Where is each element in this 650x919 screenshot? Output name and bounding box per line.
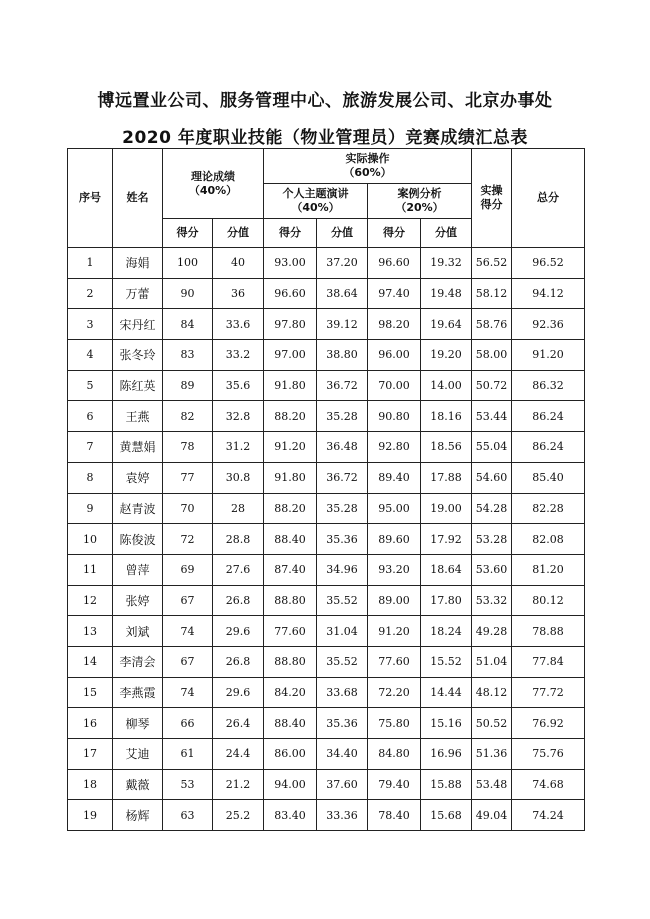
total-cell: 86.32 bbox=[512, 370, 585, 401]
theory-score-cell: 82 bbox=[163, 401, 213, 432]
seq-cell: 19 bbox=[68, 800, 113, 831]
name-cell: 曾萍 bbox=[113, 554, 163, 585]
theory-score-cell: 74 bbox=[163, 616, 213, 647]
speech-value-cell: 35.28 bbox=[317, 401, 368, 432]
header-case-value: 分值 bbox=[421, 219, 472, 248]
case-value-cell: 14.00 bbox=[421, 370, 472, 401]
name-cell: 戴薇 bbox=[113, 769, 163, 800]
speech-score-cell: 93.00 bbox=[264, 248, 317, 279]
case-score-cell: 96.00 bbox=[368, 340, 421, 371]
name-cell: 陈红英 bbox=[113, 370, 163, 401]
seq-cell: 7 bbox=[68, 432, 113, 463]
speech-value-cell: 35.36 bbox=[317, 708, 368, 739]
table-row bbox=[68, 278, 585, 309]
score-table bbox=[67, 148, 585, 831]
theory-value-cell: 26.8 bbox=[213, 646, 264, 677]
seq-cell: 2 bbox=[68, 278, 113, 309]
table-row bbox=[68, 340, 585, 371]
total-cell: 74.68 bbox=[512, 769, 585, 800]
seq-cell: 9 bbox=[68, 493, 113, 524]
header-case-pct: （20%） bbox=[395, 201, 444, 214]
theory-value-cell: 29.6 bbox=[213, 677, 264, 708]
speech-value-cell: 35.28 bbox=[317, 493, 368, 524]
total-cell: 74.24 bbox=[512, 800, 585, 831]
theory-score-cell: 61 bbox=[163, 739, 213, 770]
table-row bbox=[68, 739, 585, 770]
speech-value-cell: 37.20 bbox=[317, 248, 368, 279]
case-score-cell: 91.20 bbox=[368, 616, 421, 647]
theory-value-cell: 36 bbox=[213, 278, 264, 309]
total-cell: 77.72 bbox=[512, 677, 585, 708]
header-theory-label: 理论成绩 bbox=[191, 169, 235, 183]
theory-value-cell: 31.2 bbox=[213, 432, 264, 463]
practice-score-cell: 48.12 bbox=[472, 677, 512, 708]
theory-score-cell: 70 bbox=[163, 493, 213, 524]
speech-value-cell: 38.80 bbox=[317, 340, 368, 371]
speech-score-cell: 88.20 bbox=[264, 493, 317, 524]
table-row bbox=[68, 708, 585, 739]
case-value-cell: 15.68 bbox=[421, 800, 472, 831]
case-score-cell: 77.60 bbox=[368, 646, 421, 677]
table-row bbox=[68, 248, 585, 279]
case-score-cell: 92.80 bbox=[368, 432, 421, 463]
table-row bbox=[68, 370, 585, 401]
practice-score-cell: 58.00 bbox=[472, 340, 512, 371]
case-value-cell: 19.48 bbox=[421, 278, 472, 309]
speech-score-cell: 87.40 bbox=[264, 554, 317, 585]
practice-score-cell: 53.60 bbox=[472, 554, 512, 585]
speech-score-cell: 88.40 bbox=[264, 708, 317, 739]
document-title-line-1: 博远置业公司、服务管理中心、旅游发展公司、北京办事处 bbox=[97, 91, 553, 111]
header-theory-score: 得分 bbox=[163, 219, 213, 248]
name-cell: 海娟 bbox=[113, 248, 163, 279]
table-row bbox=[68, 432, 585, 463]
theory-score-cell: 69 bbox=[163, 554, 213, 585]
name-cell: 柳琴 bbox=[113, 708, 163, 739]
header-case-label: 案例分析 bbox=[397, 187, 442, 200]
speech-value-cell: 35.36 bbox=[317, 524, 368, 555]
table-row bbox=[68, 800, 585, 831]
speech-score-cell: 97.80 bbox=[264, 309, 317, 340]
theory-score-cell: 53 bbox=[163, 769, 213, 800]
case-score-cell: 98.20 bbox=[368, 309, 421, 340]
total-cell: 86.24 bbox=[512, 432, 585, 463]
speech-value-cell: 36.72 bbox=[317, 462, 368, 493]
header-seq: 序号 bbox=[68, 149, 113, 248]
practice-score-cell: 50.72 bbox=[472, 370, 512, 401]
speech-value-cell: 35.52 bbox=[317, 585, 368, 616]
theory-score-cell: 74 bbox=[163, 677, 213, 708]
name-cell: 王燕 bbox=[113, 401, 163, 432]
case-score-cell: 70.00 bbox=[368, 370, 421, 401]
practice-score-cell: 54.60 bbox=[472, 462, 512, 493]
speech-score-cell: 88.20 bbox=[264, 401, 317, 432]
header-theory bbox=[163, 149, 264, 219]
table-row bbox=[68, 585, 585, 616]
seq-cell: 12 bbox=[68, 585, 113, 616]
practice-score-cell: 54.28 bbox=[472, 493, 512, 524]
theory-value-cell: 33.2 bbox=[213, 340, 264, 371]
total-cell: 85.40 bbox=[512, 462, 585, 493]
seq-cell: 5 bbox=[68, 370, 113, 401]
case-score-cell: 89.00 bbox=[368, 585, 421, 616]
name-cell: 黄慧娟 bbox=[113, 432, 163, 463]
case-value-cell: 17.80 bbox=[421, 585, 472, 616]
speech-score-cell: 88.40 bbox=[264, 524, 317, 555]
total-cell: 75.76 bbox=[512, 739, 585, 770]
case-score-cell: 78.40 bbox=[368, 800, 421, 831]
total-cell: 91.20 bbox=[512, 340, 585, 371]
header-theory-value: 分值 bbox=[213, 219, 264, 248]
seq-cell: 3 bbox=[68, 309, 113, 340]
table-row bbox=[68, 769, 585, 800]
table-row bbox=[68, 616, 585, 647]
practice-score-cell: 53.48 bbox=[472, 769, 512, 800]
speech-score-cell: 88.80 bbox=[264, 646, 317, 677]
theory-score-cell: 90 bbox=[163, 278, 213, 309]
total-cell: 80.12 bbox=[512, 585, 585, 616]
practice-score-cell: 53.44 bbox=[472, 401, 512, 432]
case-value-cell: 14.44 bbox=[421, 677, 472, 708]
practice-score-cell: 51.04 bbox=[472, 646, 512, 677]
table-row bbox=[68, 401, 585, 432]
seq-cell: 17 bbox=[68, 739, 113, 770]
case-value-cell: 19.64 bbox=[421, 309, 472, 340]
speech-score-cell: 97.00 bbox=[264, 340, 317, 371]
case-value-cell: 19.00 bbox=[421, 493, 472, 524]
theory-value-cell: 24.4 bbox=[213, 739, 264, 770]
speech-score-cell: 77.60 bbox=[264, 616, 317, 647]
header-case-score: 得分 bbox=[368, 219, 421, 248]
theory-score-cell: 63 bbox=[163, 800, 213, 831]
theory-score-cell: 100 bbox=[163, 248, 213, 279]
header-speech-pct: （40%） bbox=[291, 201, 340, 214]
theory-score-cell: 83 bbox=[163, 340, 213, 371]
total-cell: 92.36 bbox=[512, 309, 585, 340]
speech-value-cell: 39.12 bbox=[317, 309, 368, 340]
total-cell: 94.12 bbox=[512, 278, 585, 309]
header-practice-score bbox=[472, 149, 512, 248]
speech-value-cell: 34.40 bbox=[317, 739, 368, 770]
practice-score-cell: 50.52 bbox=[472, 708, 512, 739]
name-cell: 张婷 bbox=[113, 585, 163, 616]
practice-score-cell: 58.76 bbox=[472, 309, 512, 340]
seq-cell: 11 bbox=[68, 554, 113, 585]
table-row bbox=[68, 493, 585, 524]
name-cell: 袁婷 bbox=[113, 462, 163, 493]
header-case bbox=[368, 184, 472, 219]
speech-value-cell: 33.68 bbox=[317, 677, 368, 708]
total-cell: 96.52 bbox=[512, 248, 585, 279]
theory-value-cell: 40 bbox=[213, 248, 264, 279]
seq-cell: 6 bbox=[68, 401, 113, 432]
table-row bbox=[68, 309, 585, 340]
theory-score-cell: 89 bbox=[163, 370, 213, 401]
seq-cell: 8 bbox=[68, 462, 113, 493]
total-cell: 82.08 bbox=[512, 524, 585, 555]
case-value-cell: 19.32 bbox=[421, 248, 472, 279]
case-value-cell: 15.52 bbox=[421, 646, 472, 677]
name-cell: 杨辉 bbox=[113, 800, 163, 831]
case-score-cell: 89.40 bbox=[368, 462, 421, 493]
theory-value-cell: 35.6 bbox=[213, 370, 264, 401]
speech-score-cell: 91.80 bbox=[264, 370, 317, 401]
theory-score-cell: 67 bbox=[163, 585, 213, 616]
speech-value-cell: 38.64 bbox=[317, 278, 368, 309]
header-practice-pct: （60%） bbox=[343, 166, 392, 179]
theory-value-cell: 25.2 bbox=[213, 800, 264, 831]
theory-value-cell: 32.8 bbox=[213, 401, 264, 432]
theory-value-cell: 21.2 bbox=[213, 769, 264, 800]
table-row bbox=[68, 524, 585, 555]
case-score-cell: 75.80 bbox=[368, 708, 421, 739]
header-name: 姓名 bbox=[113, 149, 163, 248]
theory-score-cell: 77 bbox=[163, 462, 213, 493]
case-value-cell: 18.16 bbox=[421, 401, 472, 432]
practice-score-cell: 49.28 bbox=[472, 616, 512, 647]
speech-value-cell: 36.48 bbox=[317, 432, 368, 463]
case-score-cell: 95.00 bbox=[368, 493, 421, 524]
table-row bbox=[68, 462, 585, 493]
practice-score-cell: 49.04 bbox=[472, 800, 512, 831]
case-score-cell: 72.20 bbox=[368, 677, 421, 708]
case-value-cell: 17.88 bbox=[421, 462, 472, 493]
case-value-cell: 15.88 bbox=[421, 769, 472, 800]
practice-score-cell: 58.12 bbox=[472, 278, 512, 309]
name-cell: 宋丹红 bbox=[113, 309, 163, 340]
total-cell: 82.28 bbox=[512, 493, 585, 524]
header-practice-score-line2: 得分 bbox=[480, 198, 503, 211]
header-practice-label: 实际操作 bbox=[345, 152, 390, 165]
speech-score-cell: 83.40 bbox=[264, 800, 317, 831]
theory-score-cell: 78 bbox=[163, 432, 213, 463]
theory-value-cell: 28 bbox=[213, 493, 264, 524]
seq-cell: 1 bbox=[68, 248, 113, 279]
speech-value-cell: 35.52 bbox=[317, 646, 368, 677]
total-cell: 81.20 bbox=[512, 554, 585, 585]
practice-score-cell: 51.36 bbox=[472, 739, 512, 770]
table-row bbox=[68, 646, 585, 677]
speech-value-cell: 31.04 bbox=[317, 616, 368, 647]
speech-score-cell: 94.00 bbox=[264, 769, 317, 800]
practice-score-cell: 55.04 bbox=[472, 432, 512, 463]
practice-score-cell: 53.32 bbox=[472, 585, 512, 616]
case-score-cell: 89.60 bbox=[368, 524, 421, 555]
speech-score-cell: 84.20 bbox=[264, 677, 317, 708]
seq-cell: 13 bbox=[68, 616, 113, 647]
theory-value-cell: 28.8 bbox=[213, 524, 264, 555]
header-practice-score-line1: 实操 bbox=[480, 184, 503, 197]
theory-score-cell: 72 bbox=[163, 524, 213, 555]
speech-score-cell: 91.20 bbox=[264, 432, 317, 463]
case-score-cell: 79.40 bbox=[368, 769, 421, 800]
case-value-cell: 18.56 bbox=[421, 432, 472, 463]
theory-value-cell: 27.6 bbox=[213, 554, 264, 585]
speech-score-cell: 91.80 bbox=[264, 462, 317, 493]
table-row bbox=[68, 677, 585, 708]
theory-score-cell: 67 bbox=[163, 646, 213, 677]
name-cell: 李燕霞 bbox=[113, 677, 163, 708]
total-cell: 86.24 bbox=[512, 401, 585, 432]
document-title-line-2: 2020 年度职业技能（物业管理员）竞赛成绩汇总表 bbox=[122, 128, 528, 148]
header-speech bbox=[264, 184, 368, 219]
header-speech-value: 分值 bbox=[317, 219, 368, 248]
case-score-cell: 97.40 bbox=[368, 278, 421, 309]
case-score-cell: 90.80 bbox=[368, 401, 421, 432]
theory-value-cell: 26.4 bbox=[213, 708, 264, 739]
seq-cell: 10 bbox=[68, 524, 113, 555]
total-cell: 77.84 bbox=[512, 646, 585, 677]
case-score-cell: 84.80 bbox=[368, 739, 421, 770]
name-cell: 赵青波 bbox=[113, 493, 163, 524]
seq-cell: 4 bbox=[68, 340, 113, 371]
case-value-cell: 17.92 bbox=[421, 524, 472, 555]
case-value-cell: 19.20 bbox=[421, 340, 472, 371]
seq-cell: 18 bbox=[68, 769, 113, 800]
theory-value-cell: 30.8 bbox=[213, 462, 264, 493]
seq-cell: 14 bbox=[68, 646, 113, 677]
header-speech-label: 个人主题演讲 bbox=[282, 187, 349, 200]
theory-value-cell: 29.6 bbox=[213, 616, 264, 647]
speech-value-cell: 37.60 bbox=[317, 769, 368, 800]
speech-score-cell: 96.60 bbox=[264, 278, 317, 309]
speech-value-cell: 33.36 bbox=[317, 800, 368, 831]
header-theory-pct: （40%） bbox=[188, 183, 238, 197]
speech-score-cell: 86.00 bbox=[264, 739, 317, 770]
total-cell: 76.92 bbox=[512, 708, 585, 739]
name-cell: 张冬玲 bbox=[113, 340, 163, 371]
header-total: 总分 bbox=[512, 149, 585, 248]
seq-cell: 15 bbox=[68, 677, 113, 708]
table-body bbox=[68, 248, 585, 831]
table-row bbox=[68, 554, 585, 585]
case-value-cell: 16.96 bbox=[421, 739, 472, 770]
name-cell: 陈俊波 bbox=[113, 524, 163, 555]
case-score-cell: 96.60 bbox=[368, 248, 421, 279]
theory-value-cell: 33.6 bbox=[213, 309, 264, 340]
theory-value-cell: 26.8 bbox=[213, 585, 264, 616]
seq-cell: 16 bbox=[68, 708, 113, 739]
practice-score-cell: 56.52 bbox=[472, 248, 512, 279]
name-cell: 李清会 bbox=[113, 646, 163, 677]
case-score-cell: 93.20 bbox=[368, 554, 421, 585]
case-value-cell: 18.24 bbox=[421, 616, 472, 647]
theory-score-cell: 84 bbox=[163, 309, 213, 340]
speech-value-cell: 34.96 bbox=[317, 554, 368, 585]
theory-score-cell: 66 bbox=[163, 708, 213, 739]
case-value-cell: 18.64 bbox=[421, 554, 472, 585]
header-speech-score: 得分 bbox=[264, 219, 317, 248]
header-practice bbox=[264, 149, 472, 184]
case-value-cell: 15.16 bbox=[421, 708, 472, 739]
name-cell: 万蕾 bbox=[113, 278, 163, 309]
practice-score-cell: 53.28 bbox=[472, 524, 512, 555]
speech-score-cell: 88.80 bbox=[264, 585, 317, 616]
total-cell: 78.88 bbox=[512, 616, 585, 647]
speech-value-cell: 36.72 bbox=[317, 370, 368, 401]
name-cell: 艾迪 bbox=[113, 739, 163, 770]
name-cell: 刘斌 bbox=[113, 616, 163, 647]
